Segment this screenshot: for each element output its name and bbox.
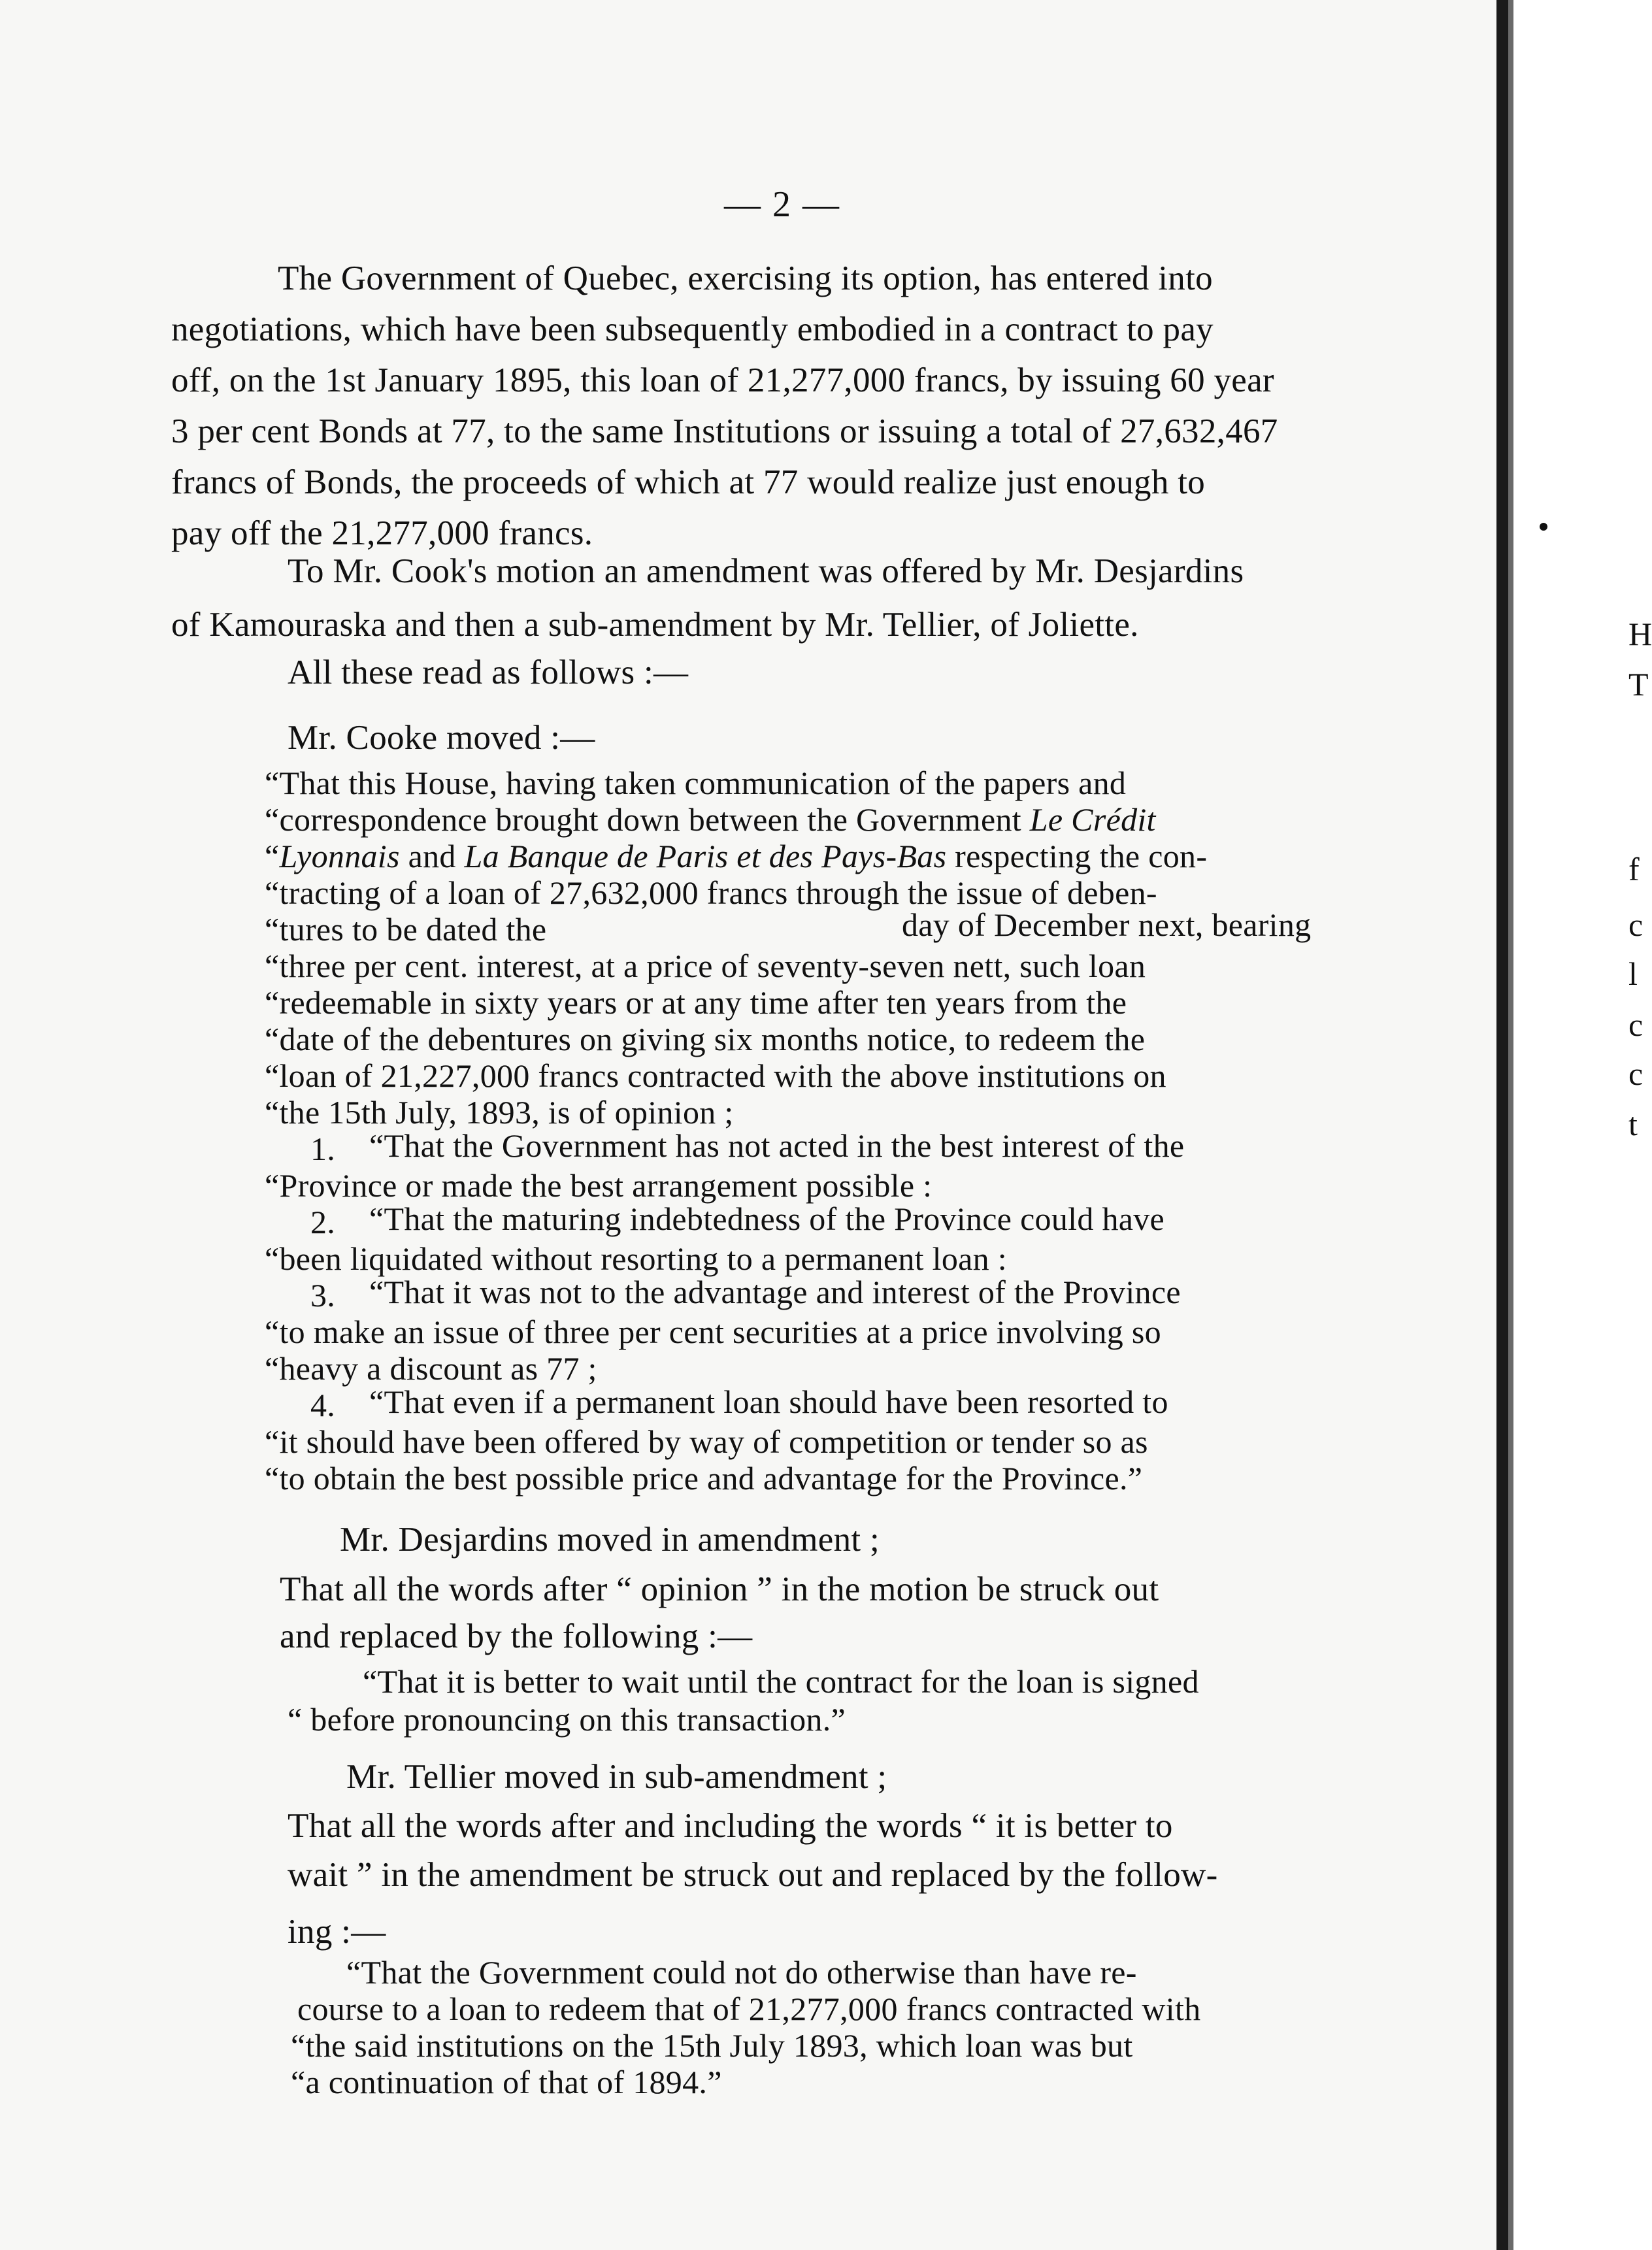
italic-bank-name: La Banque de Paris et des Pays-Bas bbox=[464, 838, 947, 874]
adjacent-page-fragment: t bbox=[1628, 1106, 1638, 1142]
tellier-quote: “a continuation of that of 1894.” bbox=[291, 2064, 722, 2100]
point-line: “That the Government has not acted in the best interest of the bbox=[369, 1127, 1185, 1164]
binding-shadow bbox=[1508, 0, 1513, 2250]
motion-line: day of December next, bearing bbox=[902, 906, 1312, 943]
tellier-heading: Mr. Tellier moved in sub-amendment ; bbox=[346, 1758, 887, 1796]
motion-text: and bbox=[408, 838, 456, 874]
intro-line: francs of Bonds, the proceeds of which at 77 would realize just enough to bbox=[171, 463, 1206, 501]
italic-bank-name: Lyonnais bbox=[279, 838, 400, 874]
motion-line: “tures to be dated the bbox=[265, 911, 547, 948]
motion-text: respecting the con- bbox=[955, 838, 1208, 874]
motion-line: “the 15th July, 1893, is of opinion ; bbox=[265, 1094, 734, 1131]
tellier-text: ing :— bbox=[288, 1913, 386, 1951]
motion-line: “loan of 21,227,000 francs contracted with the above institutions on bbox=[265, 1057, 1166, 1094]
amendment-intro-line: of Kamouraska and then a sub-amendment by Mr. Tellier, of Joliette. bbox=[171, 606, 1139, 644]
tellier-text: That all the words after and including the words “ it is better to bbox=[288, 1807, 1173, 1845]
motion-line bbox=[265, 803, 1156, 836]
tellier-quote: course to a loan to redeem that of 21,277,000 francs contracted with bbox=[297, 1991, 1201, 2027]
italic-bank-name: Le Crédit bbox=[1029, 801, 1156, 838]
adjacent-page-fragment: c bbox=[1628, 1006, 1644, 1043]
point-number: 2. bbox=[310, 1204, 336, 1240]
cooke-heading: Mr. Cooke moved :— bbox=[288, 719, 595, 757]
motion-line: “Lyonnais and La Banque de Paris et des Pays-Bas respecting the con- bbox=[265, 838, 1208, 874]
desjardins-text: and replaced by the following :— bbox=[280, 1617, 753, 1655]
point-line: “heavy a discount as 77 ; bbox=[265, 1350, 597, 1387]
point-line: “Province or made the best arrangement possible : bbox=[265, 1167, 933, 1204]
adjacent-page-fragment: l bbox=[1628, 955, 1638, 992]
desjardins-quote: “That it is better to wait until the contract for the loan is signed bbox=[363, 1663, 1199, 1700]
point-number: 3. bbox=[310, 1277, 336, 1314]
motion-line: “redeemable in sixty years or at any time after ten years from the bbox=[265, 984, 1127, 1021]
desjardins-heading: Mr. Desjardins moved in amendment ; bbox=[340, 1521, 880, 1559]
point-line: “That the maturing indebtedness of the Province could have bbox=[369, 1200, 1165, 1237]
point-line: “That it was not to the advantage and interest of the Province bbox=[369, 1274, 1181, 1310]
amendment-intro-line: To Mr. Cook's motion an amendment was offered by Mr. Desjardins bbox=[288, 552, 1244, 590]
motion-line: “That this House, having taken communication of the papers and bbox=[265, 765, 1127, 801]
tellier-quote: “That the Government could not do otherwise than have re- bbox=[346, 1954, 1137, 1991]
adjacent-page-fragment: T bbox=[1628, 666, 1649, 703]
point-number: 1. bbox=[310, 1131, 336, 1167]
point-line: “That even if a permanent loan should have been resorted to bbox=[369, 1383, 1168, 1420]
adjacent-page-fragment: H bbox=[1628, 616, 1652, 652]
point-line: “to obtain the best possible price and advantage for the Province.” bbox=[265, 1460, 1143, 1497]
page-number: — 2 — bbox=[724, 184, 840, 225]
intro-line: The Government of Quebec, exercising its option, has entered into bbox=[278, 259, 1213, 297]
desjardins-text: That all the words after “ opinion ” in the motion be struck out bbox=[280, 1570, 1159, 1608]
intro-line: off, on the 1st January 1895, this loan of 21,277,000 francs, by issuing 60 year bbox=[171, 361, 1274, 399]
adjacent-page-fragment: c bbox=[1628, 1055, 1644, 1092]
intro-line: 3 per cent Bonds at 77, to the same Institutions or issuing a total of 27,632,467 bbox=[171, 412, 1278, 450]
intro-line: negotiations, which have been subsequently embodied in a contract to pay bbox=[171, 310, 1214, 348]
desjardins-quote: “ before pronouncing on this transaction.” bbox=[288, 1701, 846, 1738]
point-line: “to make an issue of three per cent securities at a price involving so bbox=[265, 1314, 1161, 1350]
point-line: “been liquidated without resorting to a permanent loan : bbox=[265, 1240, 1007, 1277]
ink-dot bbox=[1540, 523, 1547, 531]
adjacent-page-fragment: c bbox=[1628, 906, 1644, 943]
motion-text: “correspondence brought down between the Government bbox=[265, 801, 1021, 838]
tellier-quote: “the said institutions on the 15th July 1893, which loan was but bbox=[291, 2027, 1133, 2064]
book-binding bbox=[1496, 0, 1508, 2250]
tellier-text: wait ” in the amendment be struck out and replaced by the follow- bbox=[288, 1856, 1218, 1894]
intro-line: pay off the 21,277,000 francs. bbox=[171, 514, 593, 552]
point-line: “it should have been offered by way of competition or tender so as bbox=[265, 1423, 1148, 1460]
motion-line: “date of the debentures on giving six months notice, to redeem the bbox=[265, 1021, 1146, 1057]
point-number: 4. bbox=[310, 1387, 336, 1423]
adjacent-page-fragment: f bbox=[1628, 851, 1640, 887]
motion-line: “three per cent. interest, at a price of seventy-seven nett, such loan bbox=[265, 948, 1146, 984]
read-as-follows: All these read as follows :— bbox=[288, 653, 689, 691]
motion-line: “tracting of a loan of 27,632,000 francs through the issue of deben- bbox=[265, 874, 1157, 911]
